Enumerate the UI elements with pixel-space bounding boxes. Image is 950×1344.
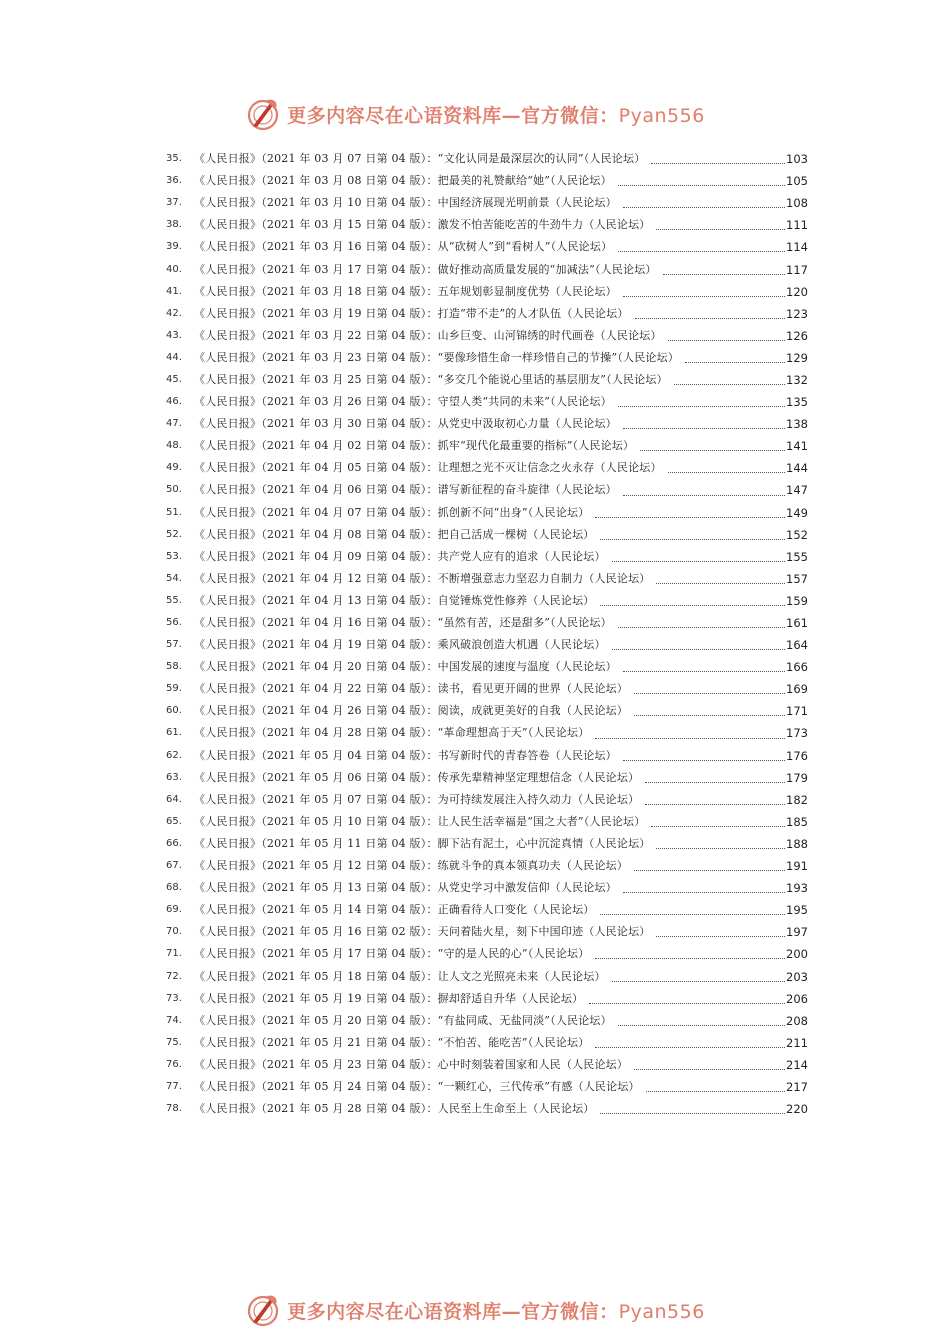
leader-dots (656, 935, 785, 937)
leader-dots (618, 250, 785, 252)
entry-source: 《人民日报》（2021 年 03 月 30 日第 04 版）： (194, 417, 438, 431)
entry-number: 73. (166, 992, 182, 1004)
leader-dots (595, 957, 785, 959)
entry-source: 《人民日报》（2021 年 03 月 10 日第 04 版）： (194, 196, 438, 210)
entry-number: 70. (166, 926, 182, 938)
entry-title: 练就斗争的真本领真功夫（人民论坛） (437, 859, 629, 873)
entry-source: 《人民日报》（2021 年 05 月 10 日第 04 版）： (194, 814, 438, 828)
entry-page: 220 (786, 1102, 808, 1117)
toc-entry[interactable] (166, 1098, 808, 1120)
toc-entry[interactable] (166, 899, 808, 921)
leader-dots (623, 427, 785, 429)
toc-entry[interactable] (166, 413, 808, 435)
entry-page: 191 (786, 859, 808, 874)
entry-title: 传承先辈精神坚定理想信念（人民论坛） (437, 770, 640, 784)
header-banner (0, 94, 950, 134)
entry-title: “一颗红心，三代传承”有感（人民论坛） (437, 1079, 640, 1093)
entry-page: 105 (786, 174, 808, 189)
quill-logo-icon (245, 96, 281, 132)
entry-title: 乘风破浪创造大机遇（人民论坛） (437, 638, 606, 652)
entry-number: 37. (166, 197, 182, 209)
entry-page: 185 (786, 814, 808, 829)
entry-title: 书写新时代的青春答卷（人民论坛） (437, 748, 617, 762)
entry-source: 《人民日报》（2021 年 04 月 09 日第 04 版）： (194, 549, 438, 563)
entry-number: 45. (166, 373, 182, 385)
entry-number: 60. (166, 705, 182, 717)
leader-dots (600, 604, 785, 606)
toc-entry[interactable] (166, 214, 808, 236)
banner-title: 更多内容尽在心语资料库—官方微信： (287, 1300, 619, 1323)
entry-number: 50. (166, 484, 182, 496)
entry-page: 117 (786, 262, 808, 277)
entry-number: 49. (166, 462, 182, 474)
leader-dots (634, 869, 785, 871)
entry-page: 200 (786, 947, 808, 962)
entry-source: 《人民日报》（2021 年 05 月 12 日第 04 版）： (194, 859, 438, 873)
table-of-contents (166, 148, 808, 1120)
entry-title: “守的是人民的心”（人民论坛） (437, 947, 590, 961)
toc-entry[interactable] (166, 281, 808, 303)
entry-source: 《人民日报》（2021 年 05 月 18 日第 04 版）： (194, 969, 438, 983)
leader-dots (595, 1046, 785, 1048)
entry-number: 71. (166, 948, 182, 960)
entry-number: 74. (166, 1014, 182, 1026)
toc-entry[interactable] (166, 524, 808, 546)
toc-entry[interactable] (166, 965, 808, 987)
entry-page: 173 (786, 726, 808, 741)
leader-dots (618, 1024, 785, 1026)
entry-title: 山乡巨变、山河锦绣的时代画卷（人民论坛） (437, 328, 662, 342)
entry-title: 人民至上生命至上（人民论坛） (437, 1102, 595, 1116)
entry-page: 171 (786, 704, 808, 719)
entry-title: “不怕苦、能吃苦”（人民论坛） (437, 1035, 590, 1049)
leader-dots (645, 781, 785, 783)
entry-title: 脚下沾有泥土，心中沉淀真情（人民论坛） (437, 836, 651, 850)
entry-page: 176 (786, 748, 808, 763)
entry-page: 111 (786, 218, 808, 233)
entry-title: 为可持续发展注入持久动力（人民论坛） (437, 792, 640, 806)
entry-source: 《人民日报》（2021 年 05 月 20 日第 04 版）： (194, 1013, 438, 1027)
entry-page: 217 (786, 1079, 808, 1094)
leader-dots (646, 1090, 785, 1092)
entry-number: 42. (166, 307, 182, 319)
leader-dots (640, 449, 785, 451)
leader-dots (668, 471, 785, 473)
entry-page: 126 (786, 328, 808, 343)
entry-page: 159 (786, 593, 808, 608)
entry-title: 把自己活成一棵树（人民论坛） (437, 527, 595, 541)
entry-page: 182 (786, 792, 808, 807)
entry-source: 《人民日报》（2021 年 05 月 07 日第 04 版）： (194, 792, 438, 806)
entry-page: 161 (786, 616, 808, 631)
toc-entry[interactable] (166, 1010, 808, 1032)
leader-dots (623, 206, 785, 208)
entry-page: 203 (786, 969, 808, 984)
entry-number: 47. (166, 418, 182, 430)
entry-number: 35. (166, 153, 182, 165)
entry-number: 69. (166, 904, 182, 916)
entry-number: 40. (166, 263, 182, 275)
entry-title: “文化认同是最深层次的认同”（人民论坛） (437, 152, 646, 166)
leader-dots (656, 582, 785, 584)
entry-number: 59. (166, 683, 182, 695)
toc-entry[interactable] (166, 921, 808, 943)
entry-number: 53. (166, 550, 182, 562)
entry-page: 123 (786, 306, 808, 321)
entry-source: 《人民日报》（2021 年 03 月 08 日第 04 版）： (194, 174, 438, 188)
toc-entry[interactable] (166, 391, 808, 413)
toc-entry[interactable] (166, 767, 808, 789)
entry-source: 《人民日报》（2021 年 05 月 04 日第 04 版）： (194, 748, 438, 762)
entry-number: 41. (166, 285, 182, 297)
leader-dots (600, 538, 785, 540)
entry-page: 129 (786, 350, 808, 365)
entry-source: 《人民日报》（2021 年 03 月 18 日第 04 版）： (194, 284, 438, 298)
entry-source: 《人民日报》（2021 年 04 月 08 日第 04 版）： (194, 527, 438, 541)
footer-banner (0, 1290, 950, 1330)
entry-page: 169 (786, 682, 808, 697)
entry-number: 56. (166, 617, 182, 629)
toc-entry[interactable] (166, 236, 808, 258)
entry-source: 《人民日报》（2021 年 05 月 19 日第 04 版）： (194, 991, 438, 1005)
banner-text (287, 101, 705, 128)
entry-page: 141 (786, 439, 808, 454)
entry-page: 155 (786, 549, 808, 564)
entry-title: 中国经济展现光明前景（人民论坛） (437, 196, 617, 210)
leader-dots (612, 560, 785, 562)
leader-dots (612, 648, 785, 650)
entry-page: 108 (786, 196, 808, 211)
leader-dots (668, 339, 785, 341)
toc-entry[interactable] (166, 988, 808, 1010)
entry-page: 164 (786, 638, 808, 653)
entry-source: 《人民日报》（2021 年 03 月 25 日第 04 版）： (194, 372, 438, 386)
entry-title: 摒却舒适自升华（人民论坛） (437, 991, 584, 1005)
entry-source: 《人民日报》（2021 年 05 月 14 日第 04 版）： (194, 903, 438, 917)
entry-page: 214 (786, 1057, 808, 1072)
leader-dots (651, 825, 785, 827)
toc-entry[interactable] (166, 943, 808, 965)
entry-number: 62. (166, 749, 182, 761)
quill-logo-icon (245, 1292, 281, 1328)
toc-entry[interactable] (166, 457, 808, 479)
toc-entry[interactable] (166, 502, 808, 524)
entry-title: 抓创新不问“出身”（人民论坛） (437, 505, 590, 519)
toc-entry[interactable] (166, 745, 808, 767)
entry-title: “多交几个能说心里话的基层朋友”（人民论坛） (437, 372, 668, 386)
entry-title: “有盐同咸、无盐同淡”（人民论坛） (437, 1013, 612, 1027)
toc-entry[interactable] (166, 833, 808, 855)
leader-dots (634, 1068, 785, 1070)
entry-number: 76. (166, 1058, 182, 1070)
leader-dots (589, 1002, 785, 1004)
toc-entry[interactable] (166, 369, 808, 391)
entry-source: 《人民日报》（2021 年 03 月 26 日第 04 版）： (194, 395, 438, 409)
entry-source: 《人民日报》（2021 年 04 月 07 日第 04 版）： (194, 505, 438, 519)
entry-title: 从党史学习中激发信仰（人民论坛） (437, 881, 617, 895)
entry-source: 《人民日报》（2021 年 04 月 20 日第 04 版）： (194, 660, 438, 674)
entry-number: 39. (166, 241, 182, 253)
leader-dots (618, 405, 785, 407)
toc-entry[interactable] (166, 1054, 808, 1076)
leader-dots (600, 913, 785, 915)
entry-page: 179 (786, 770, 808, 785)
entry-source: 《人民日报》（2021 年 04 月 19 日第 04 版）： (194, 638, 438, 652)
toc-entry[interactable] (166, 1076, 808, 1098)
leader-dots (623, 670, 785, 672)
toc-entry[interactable] (166, 678, 808, 700)
entry-number: 52. (166, 528, 182, 540)
toc-entry[interactable] (166, 789, 808, 811)
entry-source: 《人民日报》（2021 年 05 月 24 日第 04 版）： (194, 1079, 438, 1093)
entry-page: 193 (786, 881, 808, 896)
toc-entry[interactable] (166, 855, 808, 877)
entry-number: 61. (166, 727, 182, 739)
toc-entry[interactable] (166, 170, 808, 192)
leader-dots (634, 714, 785, 716)
entry-source: 《人民日报》（2021 年 04 月 06 日第 04 版）： (194, 483, 438, 497)
entry-page: 206 (786, 991, 808, 1006)
toc-entry[interactable] (166, 590, 808, 612)
entry-page: 157 (786, 571, 808, 586)
entry-source: 《人民日报》（2021 年 05 月 21 日第 04 版）： (194, 1035, 438, 1049)
entry-number: 44. (166, 351, 182, 363)
entry-number: 54. (166, 572, 182, 584)
toc-entry[interactable] (166, 258, 808, 280)
entry-number: 65. (166, 815, 182, 827)
entry-source: 《人民日报》（2021 年 03 月 15 日第 04 版）： (194, 218, 438, 232)
entry-page: 211 (786, 1035, 808, 1050)
entry-page: 114 (786, 240, 808, 255)
leader-dots (623, 759, 785, 761)
wechat-id: Pyan556 (618, 1300, 705, 1323)
entry-number: 36. (166, 175, 182, 187)
toc-entry[interactable] (166, 325, 808, 347)
toc-entry[interactable] (166, 656, 808, 678)
leader-dots (685, 361, 785, 363)
leader-dots (623, 295, 785, 297)
entry-source: 《人民日报》（2021 年 03 月 16 日第 04 版）： (194, 240, 438, 254)
entry-page: 144 (786, 461, 808, 476)
entry-number: 57. (166, 639, 182, 651)
toc-entry[interactable] (166, 722, 808, 744)
entry-number: 38. (166, 219, 182, 231)
entry-title: 天问着陆火星，刻下中国印迹（人民论坛） (437, 925, 651, 939)
entry-number: 55. (166, 594, 182, 606)
entry-source: 《人民日报》（2021 年 05 月 17 日第 04 版）： (194, 947, 438, 961)
entry-source: 《人民日报》（2021 年 04 月 02 日第 04 版）： (194, 439, 438, 453)
leader-dots (656, 228, 785, 230)
toc-entry[interactable] (166, 546, 808, 568)
entry-page: 197 (786, 925, 808, 940)
entry-title: 谱写新征程的奋斗旋律（人民论坛） (437, 483, 617, 497)
entry-source: 《人民日报》（2021 年 04 月 13 日第 04 版）： (194, 593, 438, 607)
entry-source: 《人民日报》（2021 年 05 月 11 日第 04 版）： (194, 836, 438, 850)
entry-source: 《人民日报》（2021 年 05 月 28 日第 04 版）： (194, 1102, 438, 1116)
leader-dots (674, 383, 785, 385)
entry-number: 48. (166, 440, 182, 452)
toc-entry[interactable] (166, 435, 808, 457)
entry-source: 《人民日报》（2021 年 04 月 28 日第 04 版）： (194, 726, 438, 740)
entry-title: 打造“带不走”的人才队伍（人民论坛） (437, 306, 629, 320)
entry-title: 自觉锤炼党性修养（人民论坛） (437, 593, 595, 607)
entry-title: 中国发展的速度与温度（人民论坛） (437, 660, 617, 674)
entry-number: 78. (166, 1103, 182, 1115)
wechat-id: Pyan556 (618, 104, 705, 127)
entry-page: 120 (786, 284, 808, 299)
entry-page: 149 (786, 505, 808, 520)
entry-number: 46. (166, 396, 182, 408)
entry-source: 《人民日报》（2021 年 03 月 22 日第 04 版）： (194, 328, 438, 342)
entry-title: 激发不怕苦能吃苦的牛劲牛力（人民论坛） (437, 218, 651, 232)
entry-title: 正确看待人口变化（人民论坛） (437, 903, 595, 917)
entry-source: 《人民日报》（2021 年 04 月 05 日第 04 版）： (194, 461, 438, 475)
toc-entry[interactable] (166, 811, 808, 833)
leader-dots (623, 494, 785, 496)
entry-number: 68. (166, 882, 182, 894)
leader-dots (600, 1112, 785, 1114)
banner-text (287, 1297, 705, 1324)
toc-entry[interactable] (166, 303, 808, 325)
toc-entry[interactable] (166, 877, 808, 899)
entry-source: 《人民日报》（2021 年 05 月 16 日第 02 版）： (194, 925, 438, 939)
entry-title: 守望人类“共同的未来”（人民论坛） (437, 395, 612, 409)
entry-number: 51. (166, 506, 182, 518)
leader-dots (623, 891, 785, 893)
leader-dots (634, 692, 785, 694)
toc-entry[interactable] (166, 568, 808, 590)
entry-source: 《人民日报》（2021 年 04 月 26 日第 04 版）： (194, 704, 438, 718)
entry-page: 132 (786, 372, 808, 387)
toc-entry[interactable] (166, 479, 808, 501)
entry-title: 让人文之光照亮未来（人民论坛） (437, 969, 606, 983)
entry-title: 读书，看见更开阔的世界（人民论坛） (437, 682, 629, 696)
banner-title: 更多内容尽在心语资料库—官方微信： (287, 104, 619, 127)
entry-title: 心中时刻装着国家和人民（人民论坛） (437, 1057, 629, 1071)
entry-source: 《人民日报》（2021 年 05 月 23 日第 04 版）： (194, 1057, 438, 1071)
entry-number: 64. (166, 793, 182, 805)
entry-title: 把最美的礼赞献给“她”（人民论坛） (437, 174, 612, 188)
leader-dots (595, 516, 785, 518)
toc-entry[interactable] (166, 634, 808, 656)
entry-number: 66. (166, 837, 182, 849)
leader-dots (663, 273, 785, 275)
entry-title: “要像珍惜生命一样珍惜自己的节操”（人民论坛） (437, 350, 680, 364)
toc-entry[interactable] (166, 612, 808, 634)
entry-page: 135 (786, 395, 808, 410)
entry-number: 67. (166, 860, 182, 872)
entry-source: 《人民日报》（2021 年 03 月 19 日第 04 版）： (194, 306, 438, 320)
entry-title: 共产党人应有的追求（人民论坛） (437, 549, 606, 563)
entry-number: 72. (166, 970, 182, 982)
entry-source: 《人民日报》（2021 年 03 月 17 日第 04 版）： (194, 262, 438, 276)
leader-dots (595, 737, 785, 739)
entry-number: 77. (166, 1080, 182, 1092)
entry-title: 做好推动高质量发展的“加减法”（人民论坛） (437, 262, 657, 276)
entry-page: 152 (786, 527, 808, 542)
entry-source: 《人民日报》（2021 年 05 月 06 日第 04 版）： (194, 770, 438, 784)
entry-page: 208 (786, 1013, 808, 1028)
leader-dots (645, 803, 785, 805)
entry-title: 阅读，成就更美好的自我（人民论坛） (437, 704, 629, 718)
toc-entry[interactable] (166, 1032, 808, 1054)
entry-title: 让人民生活幸福是“国之大者”（人民论坛） (437, 814, 646, 828)
entry-title: 让理想之光不灭让信念之火永存（人民论坛） (437, 461, 662, 475)
entry-title: “虽然有苦，还是甜多”（人民论坛） (437, 616, 612, 630)
entry-number: 58. (166, 661, 182, 673)
leader-dots (651, 162, 785, 164)
entry-page: 138 (786, 417, 808, 432)
entry-title: 不断增强意志力坚忍力自制力（人民论坛） (437, 571, 651, 585)
toc-entry[interactable] (166, 148, 808, 170)
entry-page: 195 (786, 903, 808, 918)
leader-dots (635, 317, 786, 319)
toc-entry[interactable] (166, 700, 808, 722)
leader-dots (656, 847, 785, 849)
entry-page: 147 (786, 483, 808, 498)
entry-source: 《人民日报》（2021 年 03 月 07 日第 04 版）： (194, 152, 438, 166)
entry-source: 《人民日报》（2021 年 04 月 12 日第 04 版）： (194, 571, 438, 585)
entry-number: 75. (166, 1036, 182, 1048)
entry-number: 63. (166, 771, 182, 783)
entry-title: 从“砍树人”到“看树人”（人民论坛） (437, 240, 613, 254)
entry-title: 从党史中汲取初心力量（人民论坛） (437, 417, 617, 431)
leader-dots (618, 626, 785, 628)
entry-title: “革命理想高于天”（人民论坛） (437, 726, 590, 740)
entry-page: 103 (786, 152, 808, 167)
leader-dots (618, 184, 785, 186)
toc-entry[interactable] (166, 347, 808, 369)
entry-source: 《人民日报》（2021 年 04 月 22 日第 04 版）： (194, 682, 438, 696)
leader-dots (612, 980, 785, 982)
toc-entry[interactable] (166, 192, 808, 214)
entry-title: 抓牢“现代化最重要的指标”（人民论坛） (437, 439, 635, 453)
entry-title: 五年规划彰显制度优势（人民论坛） (437, 284, 617, 298)
entry-source: 《人民日报》（2021 年 03 月 23 日第 04 版）： (194, 350, 438, 364)
entry-number: 43. (166, 329, 182, 341)
entry-page: 166 (786, 660, 808, 675)
entry-source: 《人民日报》（2021 年 04 月 16 日第 04 版）： (194, 616, 438, 630)
entry-source: 《人民日报》（2021 年 05 月 13 日第 04 版）： (194, 881, 438, 895)
entry-page: 188 (786, 836, 808, 851)
